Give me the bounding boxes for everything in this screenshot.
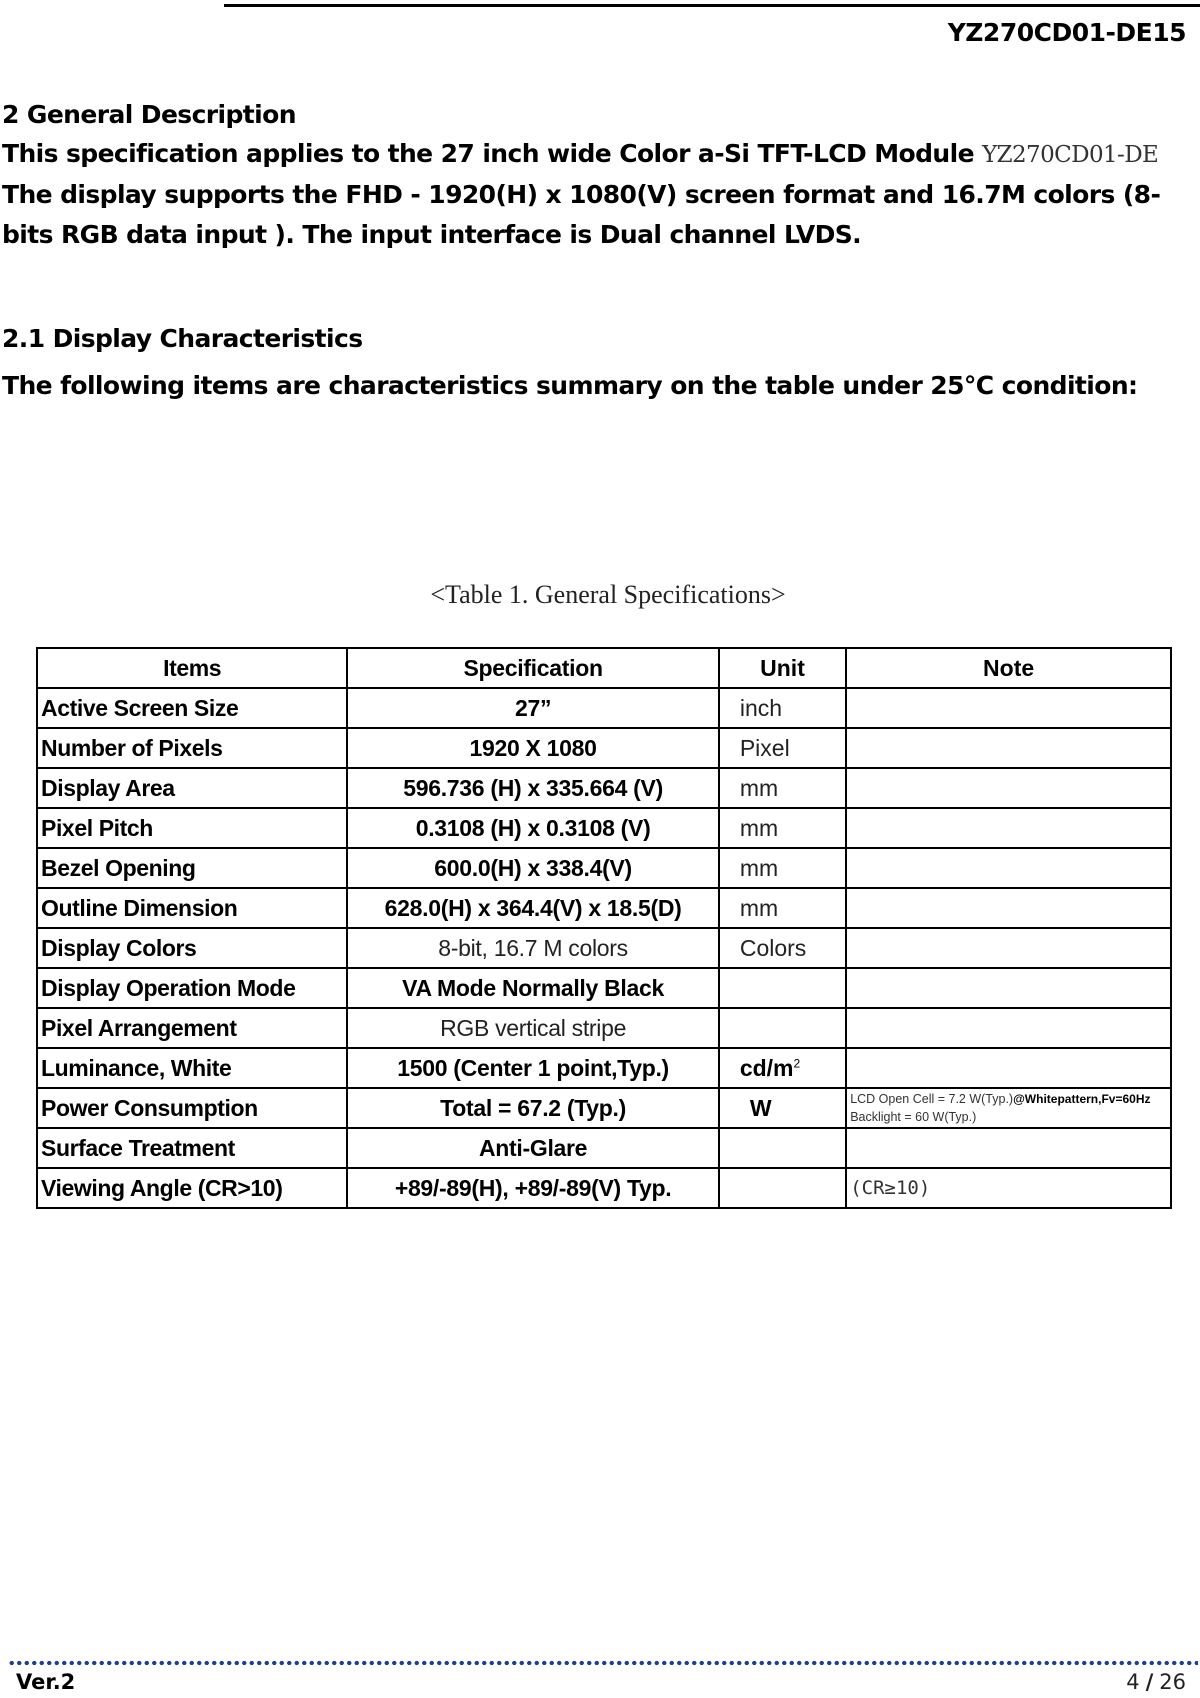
- row-unit: inch: [719, 688, 846, 728]
- row-item: Pixel Pitch: [37, 808, 347, 848]
- row-spec: +89/-89(H), +89/-89(V) Typ.: [347, 1168, 719, 1208]
- table-header-row: [37, 648, 1171, 688]
- row-spec: 27”: [347, 688, 719, 728]
- row-note: [846, 1008, 1171, 1048]
- row-item: Display Area: [37, 768, 347, 808]
- header-rule: [224, 4, 1200, 7]
- row-unit: [719, 968, 846, 1008]
- section-heading-general-description: 2 General Description: [2, 100, 296, 129]
- row-spec: RGB vertical stripe: [347, 1008, 719, 1048]
- table-row: [37, 728, 1171, 768]
- table-row: [37, 768, 1171, 808]
- header-note: Note: [846, 648, 1171, 688]
- row-spec: 628.0(H) x 364.4(V) x 18.5(D): [347, 888, 719, 928]
- total-pages: 26: [1159, 1670, 1186, 1694]
- row-note: [846, 888, 1171, 928]
- table-row: [37, 1128, 1171, 1168]
- row-unit: mm: [719, 768, 846, 808]
- display-characteristics-intro: The following items are characteristics summary on the table under 25℃ condition:: [2, 371, 1138, 400]
- row-note: [846, 848, 1171, 888]
- row-note: [846, 728, 1171, 768]
- row-item: Display Operation Mode: [37, 968, 347, 1008]
- row-item: Outline Dimension: [37, 888, 347, 928]
- section-heading-display-characteristics: 2.1 Display Characteristics: [2, 324, 363, 353]
- table-row: [37, 1088, 1171, 1128]
- note-line-1: [850, 1090, 1167, 1108]
- general-description-paragraph: [2, 134, 1192, 255]
- row-spec: Total = 67.2 (Typ.): [347, 1088, 719, 1128]
- paragraph-text-start: This specification applies to the 27 inch wide Color a-Si TFT-LCD Module: [2, 139, 983, 168]
- row-item: Bezel Opening: [37, 848, 347, 888]
- row-spec: 596.736 (H) x 335.664 (V): [347, 768, 719, 808]
- unit-superscript: 2: [793, 1055, 801, 1070]
- page-number: [1126, 1670, 1186, 1694]
- row-item: Active Screen Size: [37, 688, 347, 728]
- row-spec: 1920 X 1080: [347, 728, 719, 768]
- row-note: [846, 1128, 1171, 1168]
- row-item: Number of Pixels: [37, 728, 347, 768]
- row-unit: [719, 1048, 846, 1088]
- row-unit: W: [719, 1088, 846, 1128]
- row-note: [846, 968, 1171, 1008]
- page-separator: /: [1145, 1670, 1154, 1694]
- row-note: [846, 1048, 1171, 1088]
- row-item: Viewing Angle (CR>10): [37, 1168, 347, 1208]
- version-label: Ver.2: [16, 1670, 76, 1694]
- row-unit: [719, 1008, 846, 1048]
- general-specifications-table: [36, 647, 1172, 1209]
- row-unit: [719, 1168, 846, 1208]
- table-row: [37, 808, 1171, 848]
- row-note: [846, 808, 1171, 848]
- row-unit: Pixel: [719, 728, 846, 768]
- table-row: [37, 1048, 1171, 1088]
- table-row: [37, 888, 1171, 928]
- table-row: [37, 848, 1171, 888]
- row-note: [846, 768, 1171, 808]
- table-row: [37, 1008, 1171, 1048]
- row-spec: 0.3108 (H) x 0.3108 (V): [347, 808, 719, 848]
- row-item: Luminance, White: [37, 1048, 347, 1088]
- document-code: YZ270CD01-DE15: [947, 18, 1186, 47]
- table-row: [37, 928, 1171, 968]
- row-unit: mm: [719, 808, 846, 848]
- row-unit: Colors: [719, 928, 846, 968]
- row-spec: 600.0(H) x 338.4(V): [347, 848, 719, 888]
- model-number: YZ270CD01-DE: [982, 142, 1159, 168]
- row-unit: [719, 1128, 846, 1168]
- row-note: [846, 928, 1171, 968]
- row-unit: mm: [719, 888, 846, 928]
- row-item: Surface Treatment: [37, 1128, 347, 1168]
- header-unit: Unit: [719, 648, 846, 688]
- unit-text: cd/m: [739, 1054, 794, 1081]
- row-spec: VA Mode Normally Black: [347, 968, 719, 1008]
- paragraph-text-end: The display supports the FHD - 1920(H) x 1080(V) screen format and 16.7M colors (8-bits RGB data input ). The input interface is Dual channel LVDS.: [2, 180, 1161, 249]
- note-pattern: pattern,Fv=60Hz: [1057, 1092, 1151, 1106]
- row-spec: 8-bit, 16.7 M colors: [347, 928, 719, 968]
- footer-dotted-rule: [8, 1660, 1198, 1666]
- note-line-2: Backlight = 60 W(Typ.): [850, 1110, 977, 1124]
- row-note: [846, 1088, 1171, 1128]
- row-unit: mm: [719, 848, 846, 888]
- header-specification: Specification: [347, 648, 719, 688]
- header-items: Items: [37, 648, 347, 688]
- table-row: [37, 688, 1171, 728]
- row-spec: 1500 (Center 1 point,Typ.): [347, 1048, 719, 1088]
- current-page: 4: [1126, 1670, 1140, 1694]
- row-note: (CR≥10): [846, 1168, 1171, 1208]
- table-row: [37, 968, 1171, 1008]
- row-item: Power Consumption: [37, 1088, 347, 1128]
- table-row: [37, 1168, 1171, 1208]
- row-item: Pixel Arrangement: [37, 1008, 347, 1048]
- row-item: Display Colors: [37, 928, 347, 968]
- table-caption: <Table 1. General Specifications>: [430, 580, 786, 609]
- note-open-cell: LCD Open Cell = 7.2 W(Typ.): [850, 1092, 1014, 1106]
- row-spec: Anti-Glare: [347, 1128, 719, 1168]
- row-note: [846, 688, 1171, 728]
- note-white: @White: [1013, 1092, 1058, 1106]
